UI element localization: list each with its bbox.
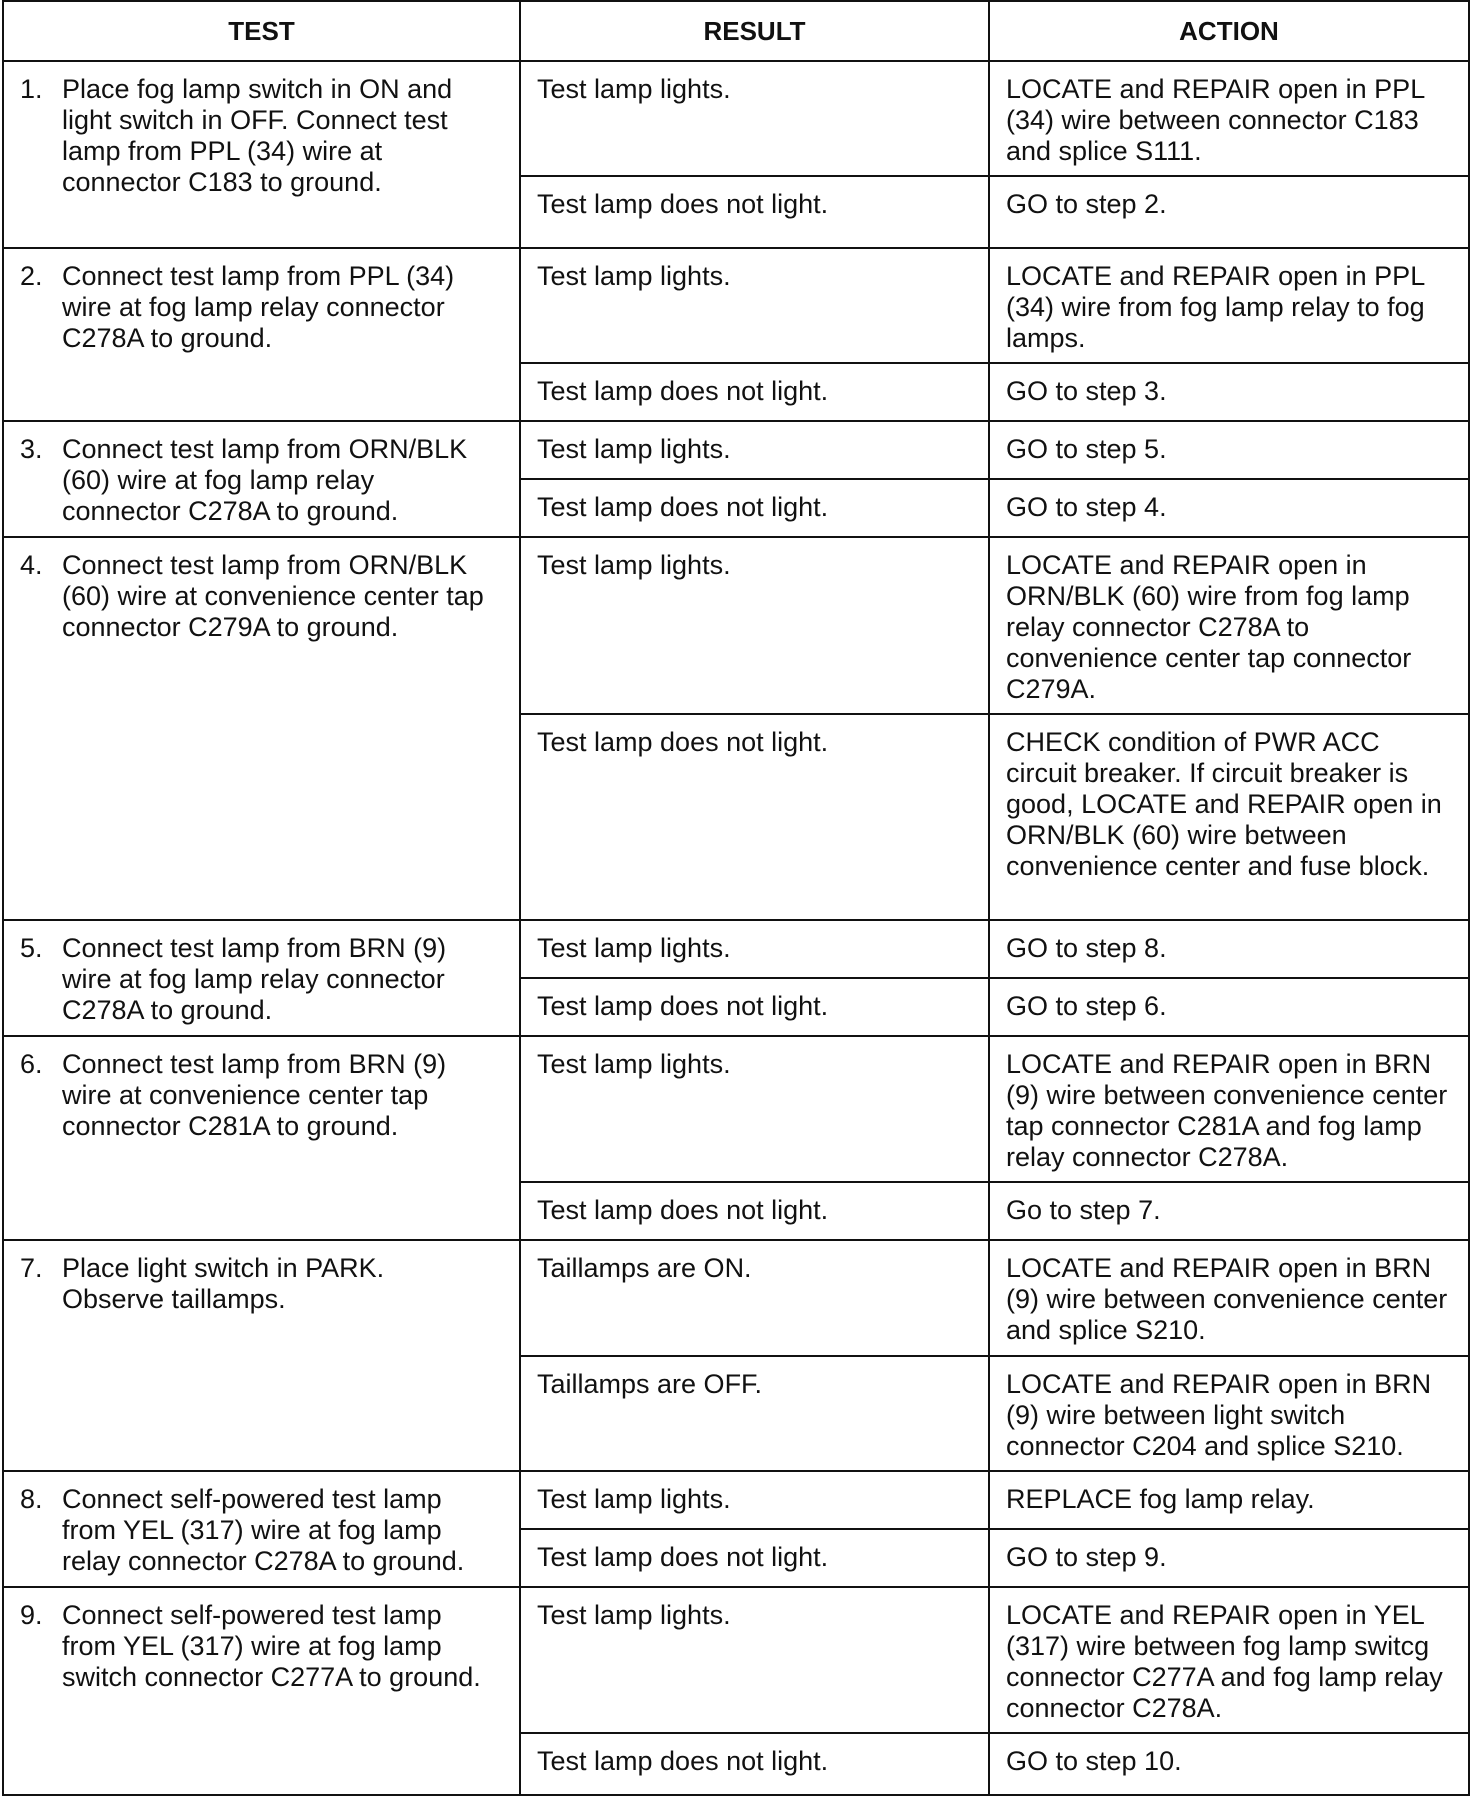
test-cell	[3, 1587, 520, 1795]
step-number: 4.	[20, 550, 43, 580]
action-cell: GO to step 8.	[989, 920, 1469, 978]
action-cell: GO to step 5.	[989, 421, 1469, 479]
action-cell: GO to step 9.	[989, 1529, 1469, 1587]
result-cell: Test lamp lights.	[520, 537, 989, 714]
result-cell: Test lamp lights.	[520, 1036, 989, 1182]
test-cell	[3, 248, 520, 421]
test-text: Place light switch in PARK. Observe taillamps.	[62, 1253, 385, 1314]
result-cell: Test lamp lights.	[520, 421, 989, 479]
table-row	[3, 1036, 1469, 1182]
action-cell: GO to step 2.	[989, 176, 1469, 248]
table-row	[3, 1240, 1469, 1356]
result-cell: Test lamp does not light.	[520, 176, 989, 248]
action-cell: Go to step 7.	[989, 1182, 1469, 1240]
test-text: Connect test lamp from BRN (9) wire at convenience center tap connector C281A to ground.	[62, 1049, 447, 1141]
test-cell	[3, 61, 520, 248]
test-cell	[3, 1240, 520, 1471]
table-row	[3, 61, 1469, 176]
action-cell: GO to step 6.	[989, 978, 1469, 1036]
action-cell: GO to step 3.	[989, 363, 1469, 421]
result-cell: Test lamp does not light.	[520, 363, 989, 421]
test-text: Connect self-powered test lamp from YEL (317) wire at fog lamp switch connector C277A to ground.	[62, 1600, 481, 1692]
step-number: 1.	[20, 74, 43, 104]
header-result: RESULT	[520, 1, 989, 61]
action-cell: LOCATE and REPAIR open in BRN (9) wire between light switch connector C204 and splice S210.	[989, 1356, 1469, 1471]
step-number: 6.	[20, 1049, 43, 1079]
result-cell: Test lamp does not light.	[520, 1733, 989, 1795]
result-cell: Test lamp does not light.	[520, 1529, 989, 1587]
step-number: 7.	[20, 1253, 43, 1283]
table-row	[3, 1471, 1469, 1529]
step-number: 9.	[20, 1600, 43, 1630]
result-cell: Test lamp lights.	[520, 61, 989, 176]
result-cell: Test lamp does not light.	[520, 978, 989, 1036]
result-cell: Test lamp lights.	[520, 248, 989, 363]
test-text: Connect test lamp from BRN (9) wire at fog lamp relay connector C278A to ground.	[62, 933, 447, 1025]
table-row	[3, 537, 1469, 714]
result-cell: Test lamp does not light.	[520, 479, 989, 537]
test-cell	[3, 1036, 520, 1240]
action-cell: LOCATE and REPAIR open in ORN/BLK (60) wire from fog lamp relay connector C278A to convenience center tap connector C279A.	[989, 537, 1469, 714]
table-row	[3, 1587, 1469, 1733]
result-cell: Taillamps are OFF.	[520, 1356, 989, 1471]
step-number: 5.	[20, 933, 43, 963]
result-cell: Test lamp lights.	[520, 1471, 989, 1529]
test-cell	[3, 920, 520, 1036]
header-row	[3, 1, 1469, 61]
result-cell: Test lamp does not light.	[520, 1182, 989, 1240]
test-text: Connect self-powered test lamp from YEL (317) wire at fog lamp relay connector C278A to ground.	[62, 1484, 465, 1576]
action-cell: LOCATE and REPAIR open in PPL (34) wire from fog lamp relay to fog lamps.	[989, 248, 1469, 363]
table-row	[3, 920, 1469, 978]
test-cell	[3, 421, 520, 537]
test-text: Place fog lamp switch in ON and light switch in OFF. Connect test lamp from PPL (34) wire at connector C183 to ground.	[62, 74, 453, 197]
result-cell: Test lamp lights.	[520, 920, 989, 978]
table-row	[3, 248, 1469, 363]
step-number: 8.	[20, 1484, 43, 1514]
action-cell: LOCATE and REPAIR open in PPL (34) wire between connector C183 and splice S111.	[989, 61, 1469, 176]
result-cell: Test lamp lights.	[520, 1587, 989, 1733]
action-cell: CHECK condition of PWR ACC circuit breaker. If circuit breaker is good, LOCATE and REPAIR open in ORN/BLK (60) wire between convenience center and fuse block.	[989, 714, 1469, 920]
header-action: ACTION	[989, 1, 1469, 61]
test-text: Connect test lamp from ORN/BLK (60) wire at fog lamp relay connector C278A to ground.	[62, 434, 468, 526]
action-cell: LOCATE and REPAIR open in BRN (9) wire between convenience center tap connector C281A and fog lamp relay connector C278A.	[989, 1036, 1469, 1182]
action-cell: REPLACE fog lamp relay.	[989, 1471, 1469, 1529]
test-text: Connect test lamp from ORN/BLK (60) wire at convenience center tap connector C279A to ground.	[62, 550, 484, 642]
action-cell: GO to step 10.	[989, 1733, 1469, 1795]
diagnostic-table	[2, 0, 1470, 1796]
step-number: 2.	[20, 261, 43, 291]
action-cell: GO to step 4.	[989, 479, 1469, 537]
test-text: Connect test lamp from PPL (34) wire at fog lamp relay connector C278A to ground.	[62, 261, 455, 353]
result-cell: Taillamps are ON.	[520, 1240, 989, 1356]
header-test: TEST	[3, 1, 520, 61]
test-cell	[3, 1471, 520, 1587]
result-cell: Test lamp does not light.	[520, 714, 989, 920]
step-number: 3.	[20, 434, 43, 464]
action-cell: LOCATE and REPAIR open in YEL (317) wire between fog lamp switcg connector C277A and fog lamp relay connector C278A.	[989, 1587, 1469, 1733]
table-row	[3, 421, 1469, 479]
test-cell	[3, 537, 520, 920]
action-cell: LOCATE and REPAIR open in BRN (9) wire between convenience center and splice S210.	[989, 1240, 1469, 1356]
